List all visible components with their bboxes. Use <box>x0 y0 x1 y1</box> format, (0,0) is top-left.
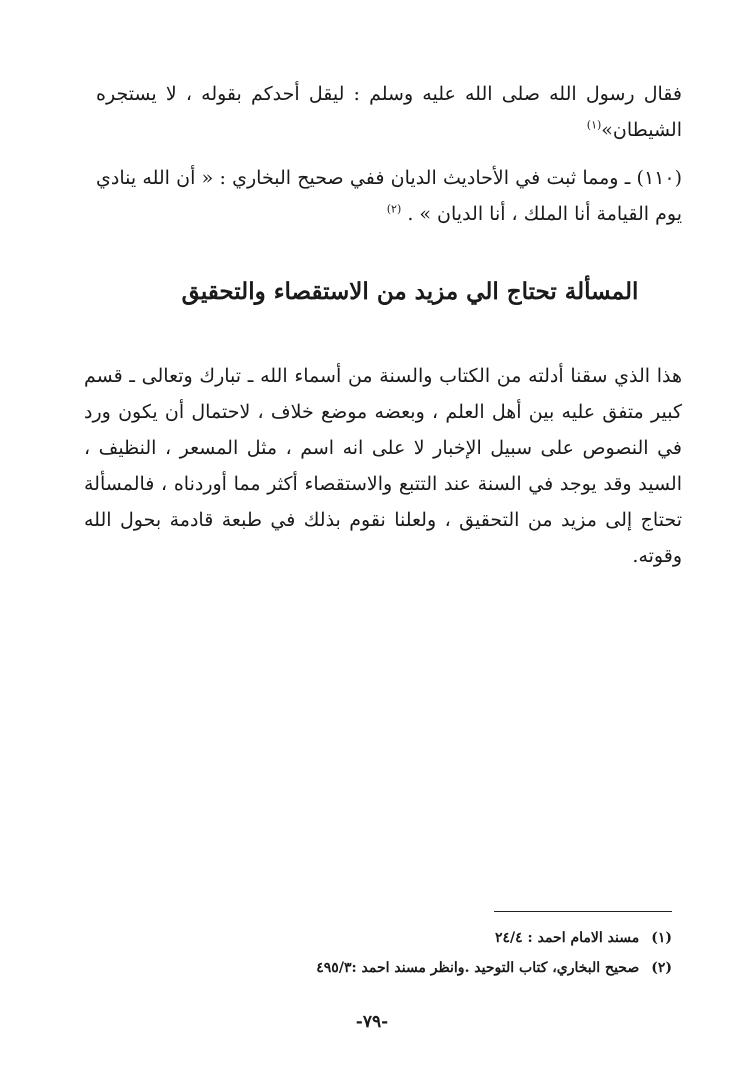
hadith-paragraph <box>96 160 682 232</box>
footnote-1-text: مسند الامام احمد : ٢٤/٤ <box>495 930 640 946</box>
page-number: -٧٩- <box>355 1012 389 1032</box>
hadith-text: ـ ومما ثبت في الأحاديث الديان ففي صحيح البخاري : « أن الله ينادي يوم القيامة أنا الملك ، أنا الديان » . <box>96 167 682 225</box>
intro-paragraph <box>96 76 682 148</box>
footnote-ref-2: (٢) <box>386 202 402 216</box>
footnote-2 <box>316 958 672 978</box>
footnote-divider <box>494 911 672 912</box>
footnote-ref-1: (١) <box>586 118 602 132</box>
body-paragraph: هذا الذي سقنا أدلته من الكتاب والسنة من أسماء الله ـ تبارك وتعالى ـ قسم كبير متفق عليه بين أهل العلم ، وبعضه موضع خلاف ، لاحتمال أن يكون ورد في النصوص على سبيل الإخبار لا على انه اسم ، مثل المسعر ، النظيف ، السيد وقد يوجد في السنة عند التتبع والاستقصاء أكثر مما أوردناه ، فالمسألة تحتاج إلى مزيد من التحقيق ، ولعلنا نقوم بذلك في طبعة قادمة بحول الله وقوته. <box>84 365 682 567</box>
footnote-1 <box>495 928 672 948</box>
footnote-2-text: صحيح البخاري، كتاب التوحيد .وانظر مسند احمد :٤٩٥/٣ <box>316 960 640 976</box>
footnote-1-number: (١) <box>651 930 672 946</box>
footnote-2-number: (٢) <box>651 960 672 976</box>
intro-text: فقال رسول الله صلى الله عليه وسلم : ليقل أحدكم بقوله ، لا يستجره الشيطان» <box>96 83 682 141</box>
hadith-number: (١١٠) <box>636 167 682 189</box>
section-heading: المسألة تحتاج الي مزيد من الاستقصاء والتحقيق <box>181 278 639 305</box>
